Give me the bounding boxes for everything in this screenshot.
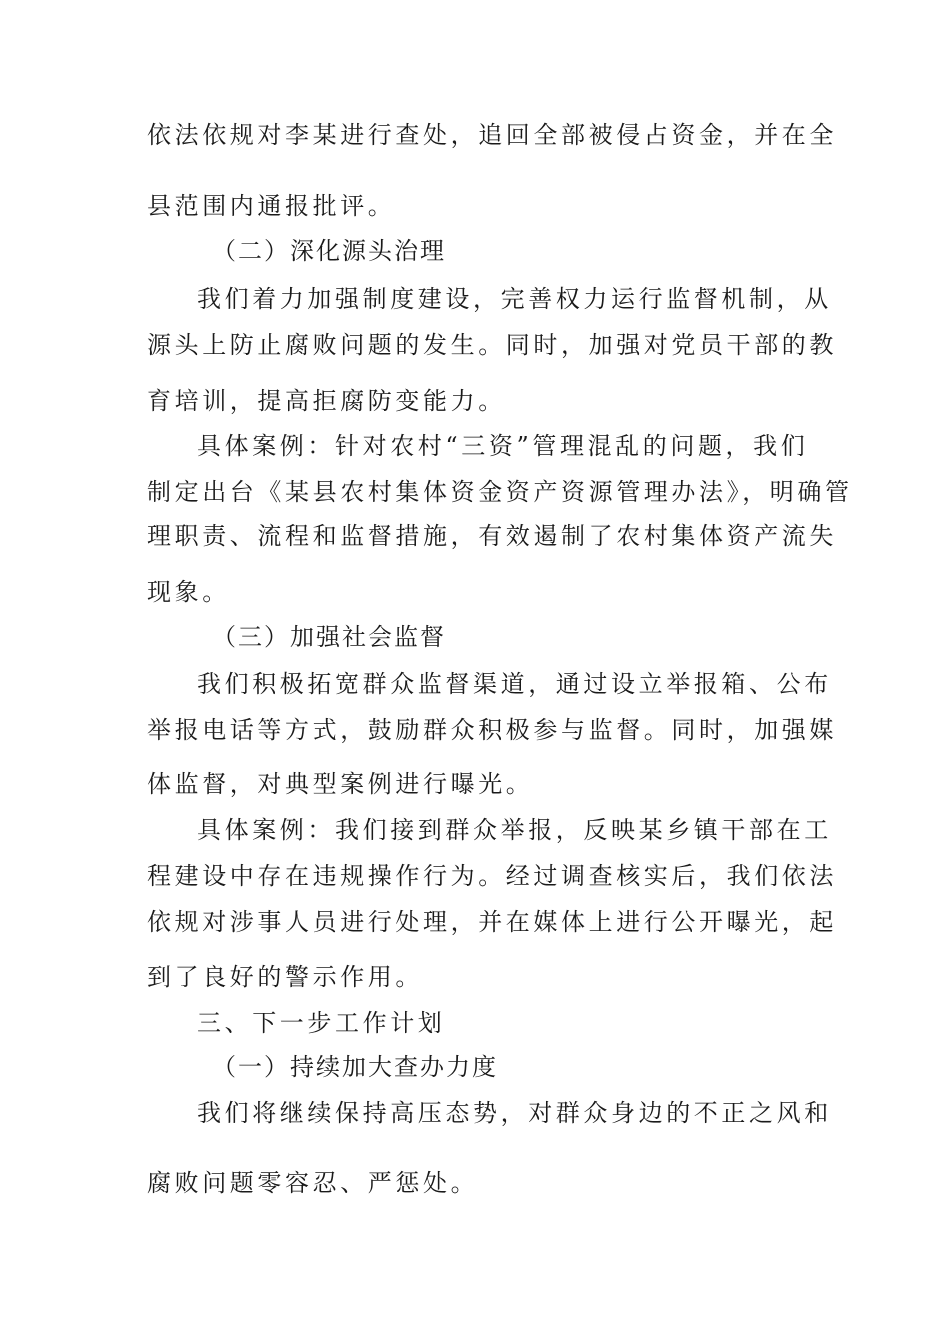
- paragraph-line: 具体案例：针对农村“三资”管理混乱的问题，我们: [197, 432, 809, 460]
- section-heading: 三、下一步工作计划: [197, 1009, 446, 1037]
- paragraph-line: 县范围内通报批评。: [147, 192, 396, 220]
- paragraph-line: 具体案例：我们接到群众举报，反映某乡镇干部在工: [197, 816, 832, 844]
- paragraph-line: 理职责、流程和监督措施，有效遏制了农村集体资产流失: [147, 522, 837, 550]
- paragraph-line: 体监督，对典型案例进行曝光。: [147, 770, 534, 798]
- paragraph-line: 我们着力加强制度建设，完善权力运行监督机制，从: [197, 285, 832, 313]
- paragraph-line: 制定出台《某县农村集体资金资产资源管理办法》，明确管: [147, 478, 853, 506]
- paragraph-line: 育培训，提高拒腐防变能力。: [147, 387, 506, 415]
- paragraph-line: 腐败问题零容忍、严惩处。: [147, 1169, 479, 1197]
- paragraph-line: 现象。: [147, 578, 230, 606]
- paragraph-line: 到了良好的警示作用。: [147, 963, 423, 991]
- paragraph-line: 依法依规对李某进行查处，追回全部被侵占资金，并在全: [147, 121, 837, 149]
- section-subheading: （二）深化源头治理: [212, 237, 446, 265]
- paragraph-line: 源头上防止腐败问题的发生。同时，加强对党员干部的教: [147, 331, 837, 359]
- section-subheading: （三）加强社会监督: [212, 623, 446, 651]
- paragraph-line: 我们积极拓宽群众监督渠道，通过设立举报箱、公布: [197, 670, 832, 698]
- paragraph-line: 我们将继续保持高压态势，对群众身边的不正之风和: [197, 1099, 832, 1127]
- paragraph-line: 程建设中存在违规操作行为。经过调查核实后，我们依法: [147, 862, 837, 890]
- paragraph-line: 举报电话等方式，鼓励群众积极参与监督。同时，加强媒: [147, 716, 837, 744]
- section-subheading: （一）持续加大查办力度: [212, 1053, 498, 1081]
- paragraph-line: 依规对涉事人员进行处理，并在媒体上进行公开曝光，起: [147, 908, 837, 936]
